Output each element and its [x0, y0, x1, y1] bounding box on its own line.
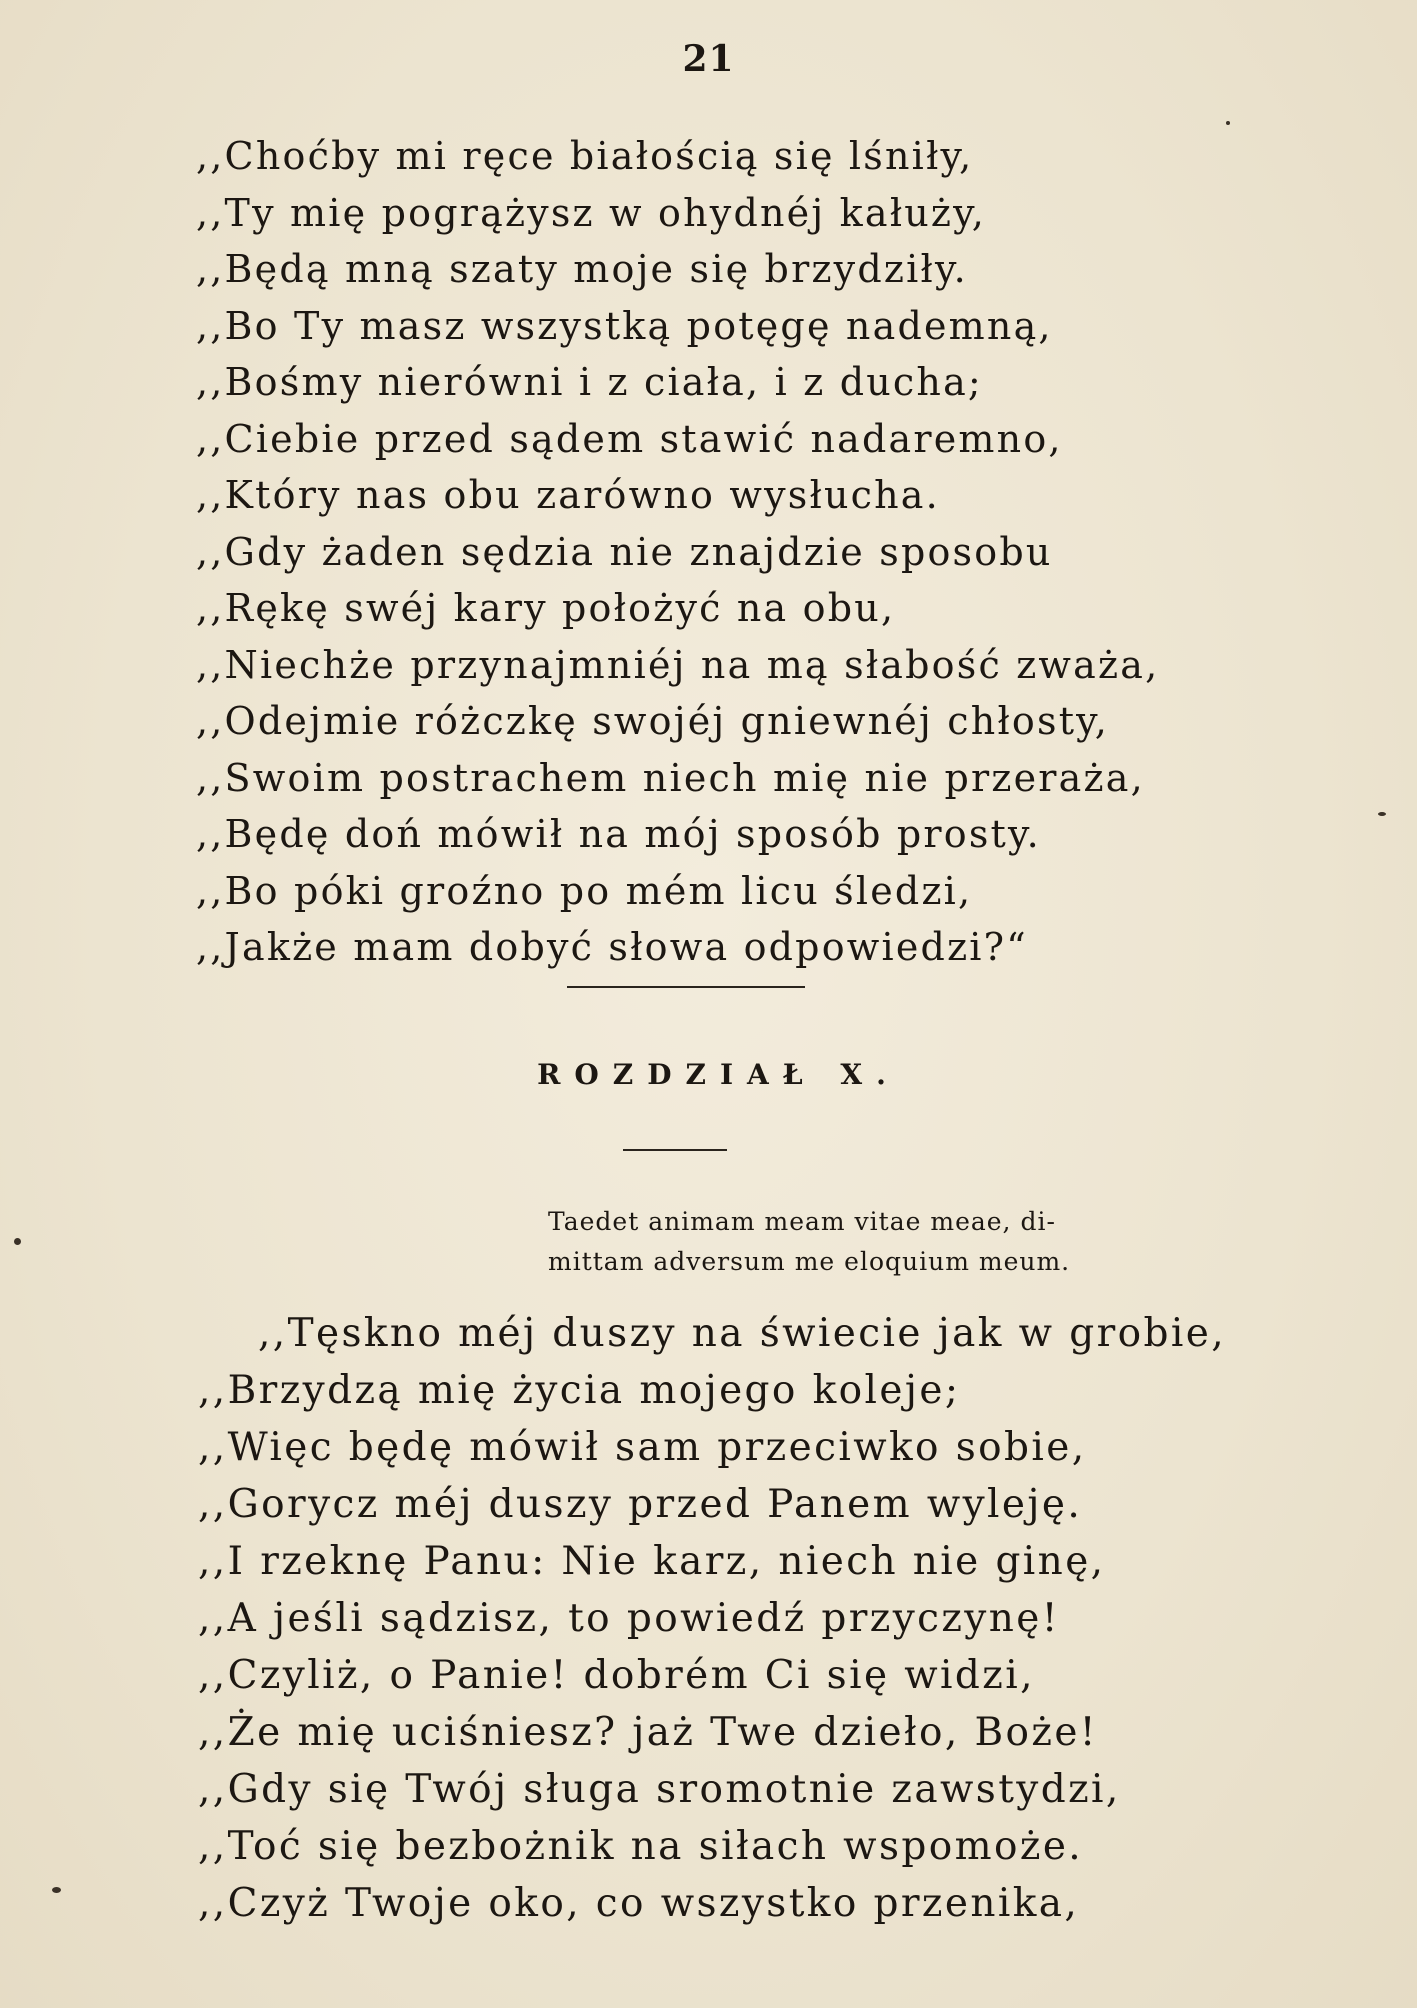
verse-line: ,,Który nas obu zarówno wysłucha.: [196, 473, 940, 517]
verse-line: ,,Czyż Twoje oko, co wszystko przenika,: [198, 1881, 1080, 1926]
verse-line: ,,Tęskno méj duszy na świecie jak w grobie,: [258, 1311, 1227, 1356]
verse-line: ,,Toć się bezbożnik na siłach wspomoże.: [198, 1824, 1084, 1869]
verse-line: ,,Gorycz méj duszy przed Panem wyleję.: [198, 1482, 1083, 1527]
epigraph: [548, 1202, 1268, 1282]
verse-line: ,,Że mię uciśniesz? jaż Twe dzieło, Boże!: [198, 1710, 1098, 1755]
verse-line: ,,Gdy żaden sędzia nie znajdzie sposobu: [196, 529, 1053, 574]
verse-line: ,,Rękę swéj kary położyć na obu,: [196, 586, 896, 630]
verse-line: ,,Więc będę mówił sam przeciwko sobie,: [198, 1425, 1087, 1470]
verse-line: ,,Brzydzą mię życia mojego koleje;: [198, 1368, 961, 1413]
verse-block-top: [196, 128, 1159, 976]
verse-line: ,,Bo póki groźno po mém licu śledzi,: [196, 868, 973, 913]
verse-line: ,,A jeśli sądzisz, to powiedź przyczynę!: [198, 1596, 1060, 1641]
divider-rule: [567, 986, 805, 988]
verse-line: ,,Ciebie przed sądem stawić nadaremno,: [196, 416, 1063, 461]
verse-line: ,,Będę doń mówił na mój sposób prosty.: [196, 812, 1041, 856]
divider-rule-short: [623, 1149, 727, 1151]
verse-line: ,,Bo Ty masz wszystką potęgę nademną,: [196, 303, 1053, 348]
paper-speck: [14, 1238, 21, 1245]
verse-line: ,,Bośmy nierówni i z ciała, i z ducha;: [196, 360, 983, 404]
paper-speck: [52, 1887, 61, 1893]
verse-line: ,,Gdy się Twój sługa sromotnie zawstydzi,: [198, 1767, 1121, 1812]
verse-line: ,,Będą mną szaty moje się brzydziły.: [196, 247, 968, 291]
chapter-heading: ROZDZIAŁ X.: [537, 1058, 900, 1091]
verse-line: ,,Choćby mi ręce białością się lśniły,: [196, 134, 974, 178]
epigraph-line: Taedet animam meam vitae meae, di-: [548, 1207, 1056, 1236]
verse-line: ,,Swoim postrachem niech mię nie przeraża,: [196, 755, 1145, 800]
paper-speck: [1378, 812, 1386, 816]
verse-line: ,,Czyliż, o Panie! dobrém Ci się widzi,: [198, 1653, 1035, 1698]
verse-line: ,,Niechże przynajmniéj na mą słabość zważa,: [196, 642, 1160, 687]
verse-line: ,,Ty mię pogrążysz w ohydnéj kałuży,: [196, 190, 987, 235]
epigraph-line: mittam adversum me eloquium meum.: [548, 1247, 1071, 1276]
paper-speck: [1226, 121, 1230, 125]
verse-line: ,,Jakże mam dobyć słowa odpowiedzi?“: [196, 925, 1028, 969]
verse-line: ,,Odejmie różczkę swojéj gniewnéj chłosty,: [196, 699, 1110, 743]
page-number: 21: [682, 38, 735, 80]
verse-block-bottom: [198, 1305, 1226, 1932]
verse-line: ,,I rzeknę Panu: Nie karz, niech nie ginę,: [198, 1539, 1106, 1584]
